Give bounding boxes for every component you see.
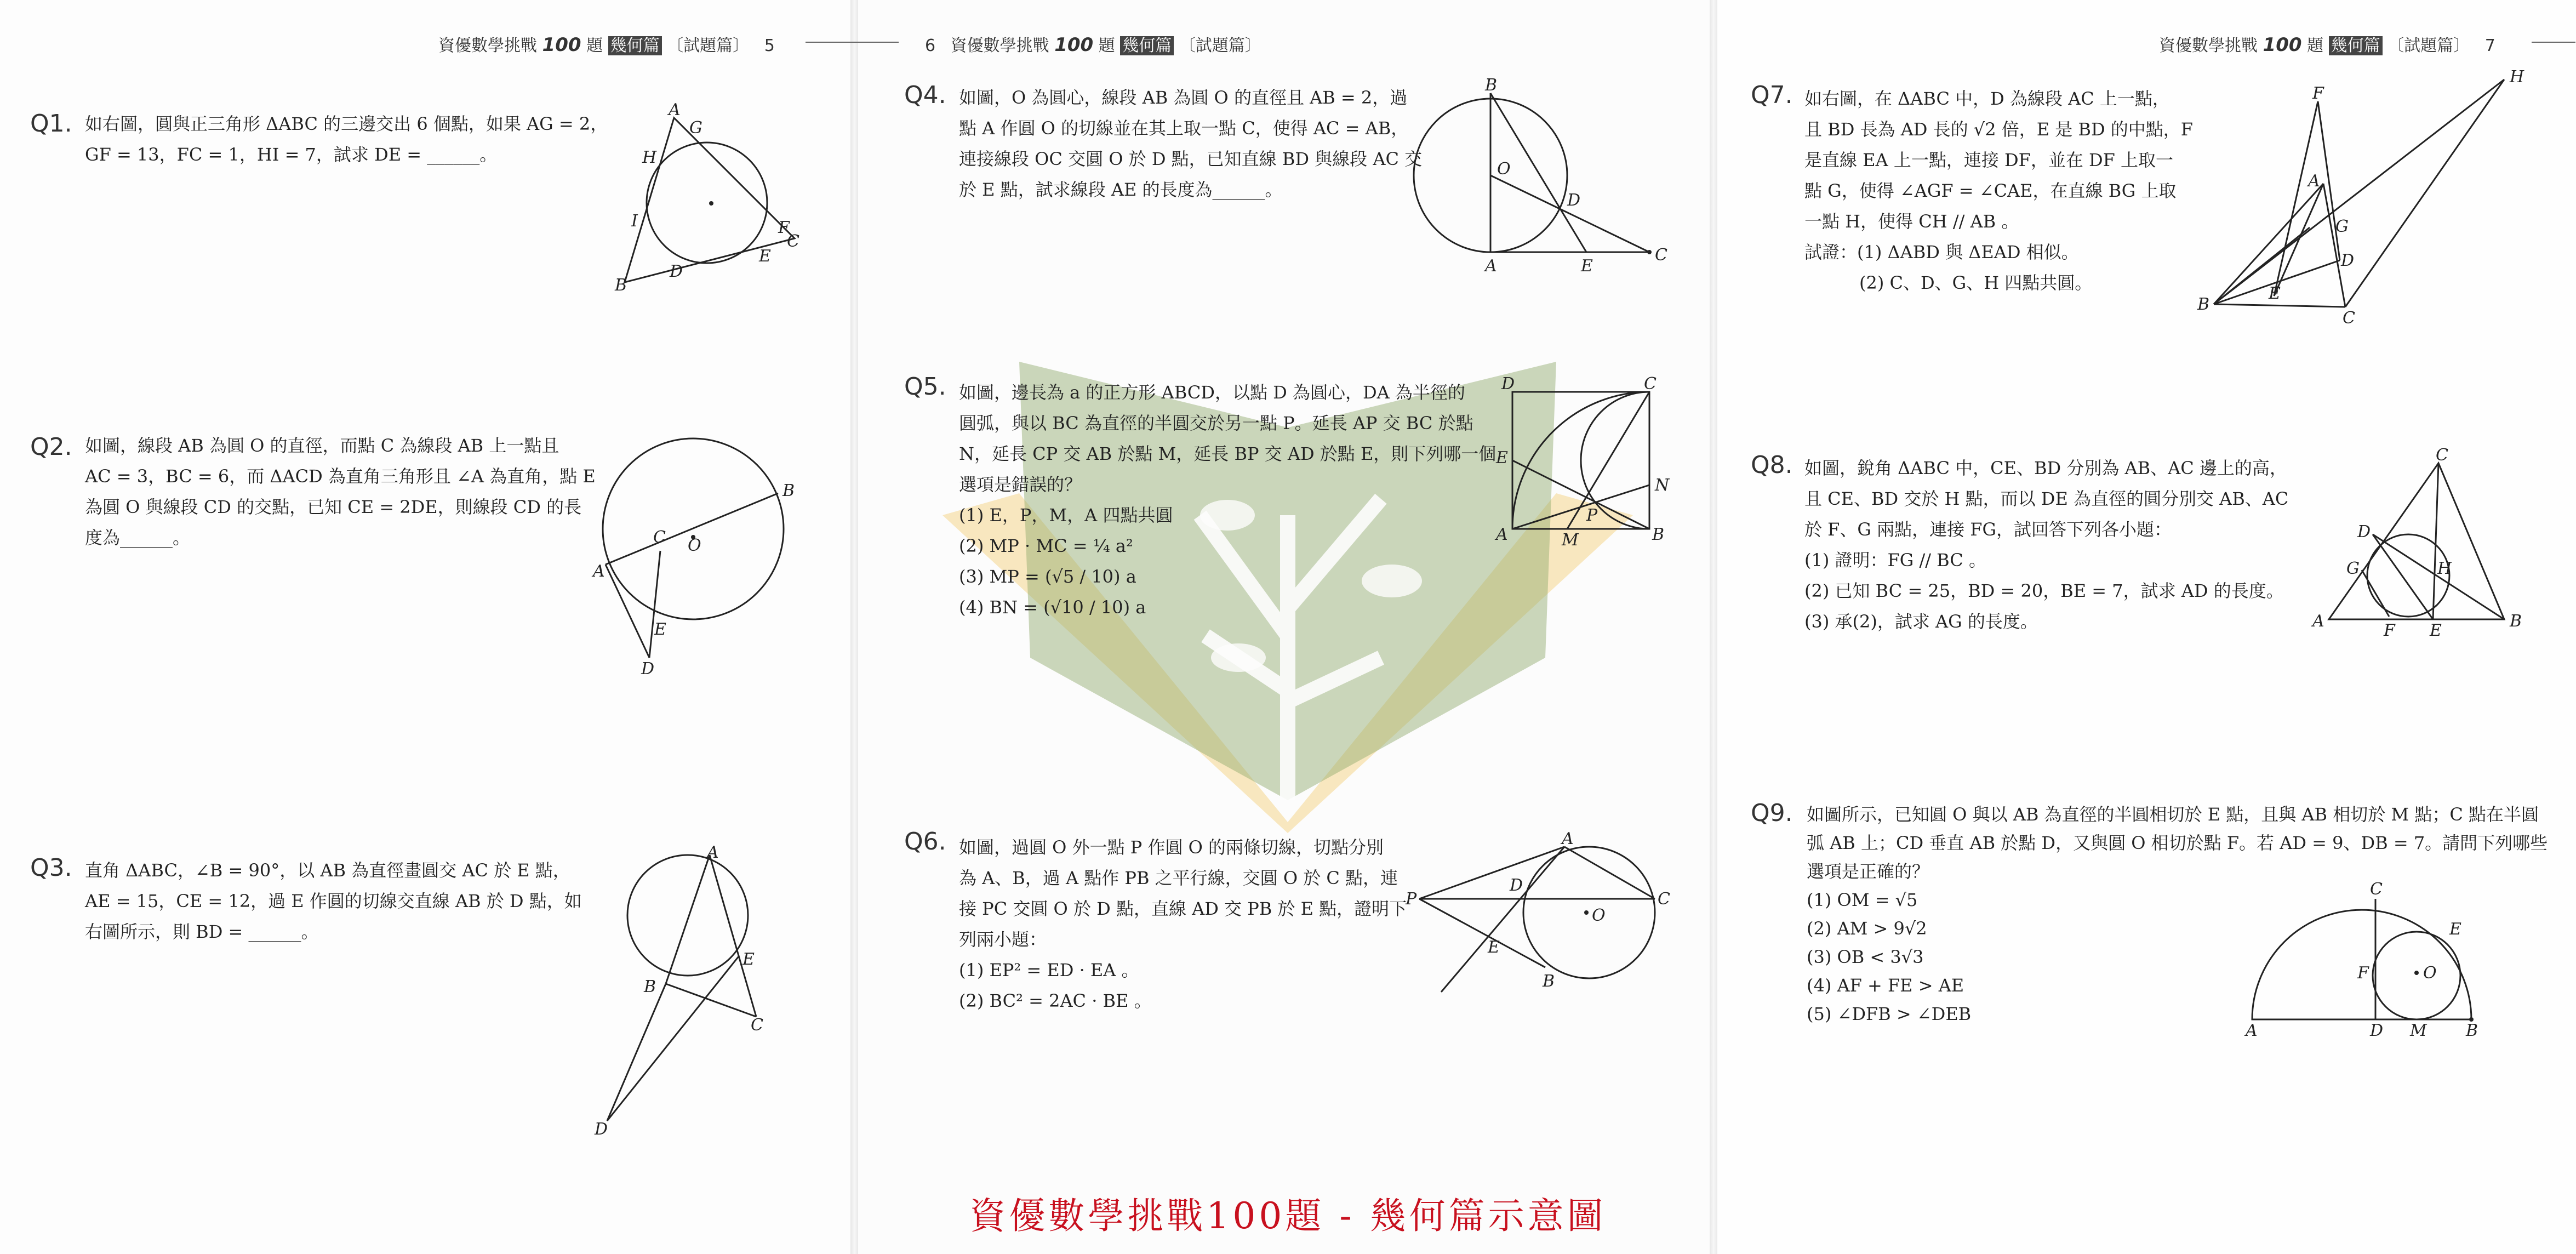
label-I: I [631, 212, 638, 231]
text-line: 如圖所示，已知圓 O 與以 AB 為直徑的半圓相切於 E 點，且與 AB 相切於 M 點；C 點在半圓 [1807, 804, 2539, 825]
part-1: (1) 證明：FG // BC 。 [1804, 550, 1986, 571]
label-C: C [1655, 246, 1667, 265]
label-B: B [2510, 612, 2522, 631]
label-E: E [1488, 938, 1500, 957]
text-line: 於 E 點，試求線段 AE 的長度為______。 [959, 179, 1283, 200]
question-number: Q1. [30, 110, 72, 138]
text-line: 如圖，銳角 ΔABC 中，CE、BD 分別為 AB、AC 邊上的高， [1804, 458, 2287, 478]
page-number: 5 [764, 36, 775, 55]
text-line: 是直線 EA 上一點，連接 DF，並在 DF 上取一 [1804, 150, 2174, 170]
question-number: Q9. [1751, 799, 1793, 827]
question-text-q4 [959, 82, 1422, 205]
label-A: A [2312, 612, 2324, 631]
figure-q8 [2307, 447, 2537, 644]
header-sub: 〔試題篇〕 [667, 36, 750, 55]
label-H: H [2510, 67, 2524, 87]
label-A: A [2246, 1021, 2258, 1036]
text-line: AE = 15，CE = 12，過 E 作圓的切線交直線 AB 於 D 點，如 [85, 891, 582, 911]
question-number: Q8. [1751, 451, 1793, 479]
text-line: 如圖，O 為圓心，線段 AB 為圓 O 的直徑且 AB = 2，過 [959, 87, 1408, 108]
label-C: C [653, 528, 666, 547]
text-line: 接 PC 交圓 O 於 D 點，直線 AD 交 PB 於 E 點，證明下 [959, 898, 1407, 919]
label-D: D [595, 1120, 608, 1139]
label-F: F [2384, 621, 2395, 640]
label-N: N [1655, 476, 1670, 495]
figure-q5 [1490, 375, 1677, 556]
text-line: GF = 13，FC = 1，HI = 7，試求 DE = ______。 [85, 144, 498, 165]
text-line: 於 F、G 兩點，連接 FG，試回答下列各小題： [1804, 519, 2172, 540]
header-unit: 題 [1098, 36, 1115, 55]
question-text-q2 [85, 430, 596, 553]
text-line: 弧 AB 上；CD 垂直 AB 於點 D，又與圓 O 相切於點 F。若 AD = 9、DB = 7。請問下列哪些 [1807, 833, 2548, 853]
label-F: F [2357, 964, 2369, 983]
page-number: 7 [2484, 36, 2495, 55]
header-title: 資優數學挑戰 [2159, 36, 2258, 55]
label-E: E [2269, 284, 2281, 303]
label-D: D [1567, 191, 1581, 210]
part-2: (2) BC² = 2AC · BE 。 [959, 990, 1152, 1011]
option-2: (2) AM > 9√2 [1807, 918, 1927, 939]
question-number: Q7. [1751, 81, 1793, 109]
label-P: P [1406, 890, 1417, 909]
text-line: 點 A 作圓 O 的切線並在其上取一點 C，使得 AC = AB， [959, 118, 1409, 139]
label-D: D [1510, 876, 1523, 895]
figure-q4 [1408, 77, 1682, 285]
question-number: Q6. [904, 828, 946, 856]
text-line: 選項是錯誤的？ [959, 474, 1082, 495]
header-num: 100 [542, 34, 581, 56]
figure-q9 [2236, 882, 2488, 1036]
label-B: B [2466, 1021, 2478, 1036]
page-number: 6 [925, 36, 936, 55]
label-C: C [2343, 309, 2355, 326]
label-O: O [688, 536, 701, 555]
label-H: H [642, 148, 657, 167]
text-line: N，延長 CP 交 AB 於點 M，延長 BP 交 AD 於點 E，則下列哪一個 [959, 443, 1497, 464]
label-D: D [641, 659, 655, 679]
text-line: 如圖，過圓 O 外一點 P 作圓 O 的兩條切線，切點分別 [959, 837, 1384, 858]
label-A: A [2308, 172, 2320, 191]
text-line: 度為______。 [85, 527, 191, 548]
figure-q7 [2186, 63, 2537, 326]
label-D: D [1501, 375, 1515, 394]
figure-q3 [592, 844, 789, 1140]
figure-q2 [586, 433, 806, 685]
label-C: C [2436, 447, 2448, 465]
label-O: O [1497, 159, 1511, 179]
label-B: B [782, 481, 795, 500]
image-caption: 資優數學挑戰100題 - 幾何篇示意圖 [969, 1195, 1607, 1237]
text-line: 直角 ΔABC，∠B = 90°，以 AB 為直徑畫圓交 AC 於 E 點， [85, 860, 570, 881]
label-P: P [1586, 506, 1598, 525]
header-tag: 幾何篇 [1120, 36, 1174, 55]
label-E: E [654, 620, 666, 639]
label-E: E [759, 247, 771, 266]
text-line: 且 BD 長為 AD 長的 √2 倍，E 是 BD 的中點，F [1804, 119, 2193, 140]
question-text-q6 [959, 832, 1407, 1016]
label-B: B [2197, 295, 2210, 314]
option-2: (2) MP · MC = ¼ a² [959, 535, 1133, 556]
label-O: O [1592, 906, 1606, 925]
label-E: E [1496, 448, 1508, 468]
question-number: Q4. [904, 81, 946, 109]
label-A: A [707, 844, 719, 862]
question-text-q1 [85, 109, 608, 170]
option-1: (1) E，P，M，A 四點共圓 [959, 505, 1173, 526]
header-tag: 幾何篇 [608, 36, 662, 55]
text-line: (2) C、D、G、H 四點共圓。 [1859, 272, 2093, 293]
question-number: Q3. [30, 854, 72, 882]
text-line: 如右圖，在 ΔABC 中，D 為線段 AC 上一點， [1804, 88, 2170, 109]
label-B: B [1543, 972, 1555, 991]
header-page-5 [438, 32, 785, 56]
question-text-q8 [1804, 453, 2288, 637]
option-5: (5) ∠DFB > ∠DEB [1807, 1004, 1972, 1024]
header-page-6 [915, 32, 1261, 56]
label-C: C [1658, 890, 1670, 909]
label-G: G [689, 118, 702, 138]
label-A: A [1485, 256, 1497, 276]
page-gutter [850, 0, 858, 1254]
label-B: B [1485, 77, 1498, 95]
label-D: D [670, 262, 683, 281]
header-sub: 〔試題篇〕 [2387, 36, 2470, 55]
question-text-q7 [1804, 83, 2193, 298]
header-rule [806, 42, 899, 43]
label-E: E [742, 950, 755, 969]
label-G: G [2335, 217, 2349, 236]
text-line: AC = 3，BC = 6，而 ΔACD 為直角三角形且 ∠A 為直角，點 E [85, 466, 596, 487]
question-number: Q5. [904, 373, 946, 401]
label-C: C [1644, 375, 1657, 394]
label-G: G [2346, 559, 2360, 578]
label-F: F [778, 218, 790, 237]
text-line: 如圖，邊長為 a 的正方形 ABCD，以點 D 為圓心，DA 為半徑的 [959, 382, 1465, 403]
text-line: 圓弧，與以 BC 為直徑的半圓交於另一點 P。延長 AP 交 BC 於點 [959, 413, 1473, 434]
label-B: B [615, 276, 627, 295]
label-E: E [2430, 621, 2442, 640]
label-H: H [2437, 559, 2452, 578]
header-num: 100 [1054, 34, 1094, 56]
header-tag: 幾何篇 [2329, 36, 2383, 55]
label-E: E [2449, 920, 2461, 939]
page-gutter [1710, 0, 1717, 1254]
text-line: 為 A、B，過 A 點作 PB 之平行線，交圓 O 於 C 點，連 [959, 868, 1398, 888]
text-line: 如圖，線段 AB 為圓 O 的直徑，而點 C 為線段 AB 上一點且 [85, 435, 559, 456]
option-4: (4) AF + FE > AE [1807, 975, 1964, 996]
text-line: 試證：(1) ΔABD 與 ΔEAD 相似。 [1804, 242, 2079, 263]
text-line: 連接線段 OC 交圓 O 於 D 點，已知直線 BD 與線段 AC 交 [959, 149, 1423, 169]
label-D: D [2357, 522, 2371, 542]
label-C: C [787, 232, 799, 251]
text-line: 且 CE、BD 交於 H 點，而以 DE 為直徑的圓分別交 AB、AC [1804, 488, 2289, 509]
header-unit: 題 [2307, 36, 2324, 55]
question-text-q3 [85, 855, 582, 947]
label-A: A [669, 101, 681, 119]
text-line: 右圖所示，則 BD = ______。 [85, 921, 319, 942]
part-1: (1) EP² = ED · EA 。 [959, 960, 1139, 981]
figure-q1 [608, 101, 816, 304]
label-M: M [1562, 531, 1579, 550]
header-unit: 題 [586, 36, 603, 55]
header-rule [2532, 42, 2575, 43]
label-A: A [593, 562, 605, 581]
header-sub: 〔試題篇〕 [1179, 36, 1261, 55]
text-line: 為圓 O 與線段 CD 的交點，已知 CE = 2DE，則線段 CD 的長 [85, 497, 582, 517]
label-E: E [1581, 256, 1593, 276]
label-D: D [2341, 251, 2355, 270]
label-B: B [1652, 525, 1665, 544]
header-page-7 [2159, 32, 2505, 56]
header-title: 資優數學挑戰 [438, 36, 537, 55]
label-M: M [2410, 1021, 2427, 1036]
option-4: (4) BN = (√10 / 10) a [959, 597, 1146, 618]
label-B: B [644, 977, 656, 996]
figure-q6 [1403, 828, 1677, 1003]
header-title: 資優數學挑戰 [950, 36, 1049, 55]
text-line: 如右圖，圓與正三角形 ΔABC 的三邊交出 6 個點，如果 AG = 2， [85, 113, 608, 134]
label-C: C [751, 1016, 763, 1035]
question-text-q5 [959, 377, 1496, 623]
option-1: (1) OM = √5 [1807, 890, 1918, 910]
label-A: A [1562, 829, 1574, 848]
part-2: (2) 已知 BC = 25，BD = 20，BE = 7，試求 AD 的長度。 [1804, 580, 2284, 601]
text-line: 一點 H，使得 CH // AB 。 [1804, 211, 2019, 232]
text-line: 列兩小題： [959, 929, 1047, 950]
header-num: 100 [2263, 34, 2302, 56]
label-O: O [2423, 964, 2437, 983]
question-number: Q2. [30, 433, 72, 461]
option-3: (3) OB < 3√3 [1807, 947, 1924, 967]
text-line: 選項是正確的？ [1807, 861, 1930, 882]
part-3: (3) 承(2)，試求 AG 的長度。 [1804, 611, 2038, 632]
text-line: 點 G，使得 ∠AGF = ∠CAE，在直線 BG 上取 [1804, 180, 2177, 201]
label-D: D [2370, 1021, 2384, 1036]
label-A: A [1496, 525, 1508, 544]
label-C: C [2370, 882, 2383, 899]
option-3: (3) MP = (√5 / 10) a [959, 566, 1136, 587]
label-F: F [2312, 84, 2324, 103]
